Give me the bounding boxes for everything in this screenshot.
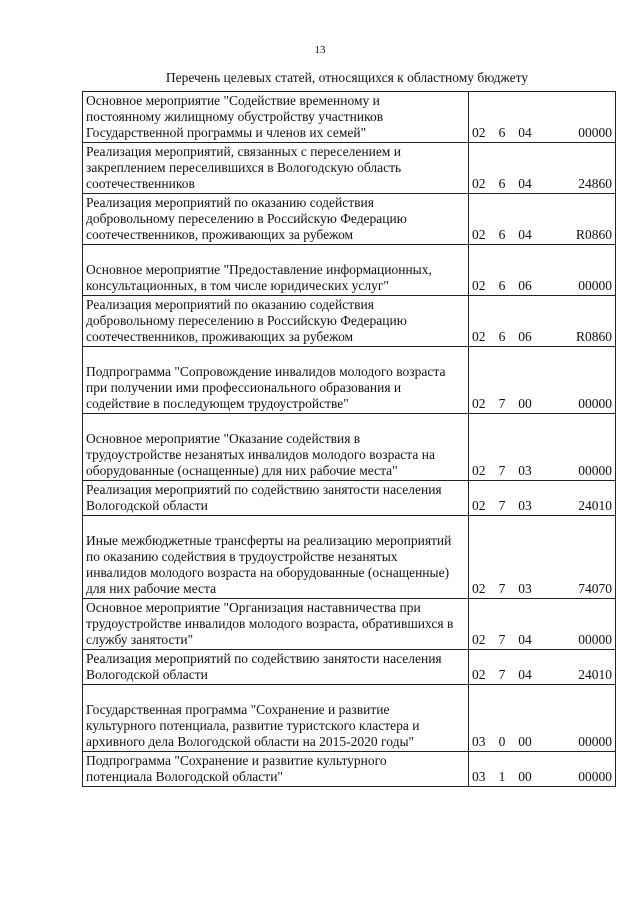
row-description	[83, 685, 469, 752]
subprogram-code: 7	[498, 463, 506, 478]
table-row	[83, 481, 616, 516]
subprogram-code: 7	[498, 667, 506, 682]
description-line: инвалидов молодого возраста на оборудованные (оснащенные)	[86, 565, 450, 580]
direction-code: R0860	[575, 329, 612, 344]
program-code: 02	[472, 667, 486, 682]
activity-code: 04	[518, 176, 532, 191]
direction-code: 00000	[578, 463, 612, 478]
program-code: 02	[472, 125, 486, 140]
description-line: Государственная программа "Сохранение и развитие	[86, 702, 390, 717]
direction-code: 00000	[578, 769, 612, 784]
row-description	[83, 143, 469, 194]
program-code: 02	[472, 396, 486, 411]
description-line: по оказанию содействия в трудоустройстве незанятых	[86, 549, 398, 564]
direction-code: 00000	[578, 125, 612, 140]
subprogram-code: 6	[498, 329, 506, 344]
description-line	[86, 348, 465, 364]
direction-code: 74070	[578, 581, 612, 596]
row-code	[469, 516, 616, 599]
description-line: Вологодской области	[86, 498, 208, 513]
description-line	[86, 517, 465, 533]
subprogram-code: 6	[498, 125, 506, 140]
table-row	[83, 599, 616, 650]
description-line: Основное мероприятие "Организация наставничества при	[86, 600, 421, 615]
description-line	[86, 246, 465, 262]
direction-code: 24010	[578, 667, 612, 682]
description-line: постоянному жилищному обустройству участников	[86, 109, 384, 124]
description-line: закреплением переселившихся в Вологодскую область	[86, 160, 402, 175]
program-code: 02	[472, 581, 486, 596]
description-line: Подпрограмма "Сопровождение инвалидов молодого возраста	[86, 364, 446, 379]
activity-code: 00	[518, 396, 532, 411]
description-line: консультационных, в том числе юридических услуг"	[86, 278, 389, 293]
activity-code: 00	[518, 734, 532, 749]
row-description	[83, 296, 469, 347]
subprogram-code: 7	[498, 581, 506, 596]
table-row	[83, 752, 616, 787]
description-line: соотечественников, проживающих за рубежом	[86, 227, 354, 242]
subprogram-code: 7	[498, 632, 506, 647]
description-line	[86, 686, 465, 702]
row-code	[469, 685, 616, 752]
subprogram-code: 6	[498, 278, 506, 293]
subprogram-code: 7	[498, 396, 506, 411]
description-line: Основное мероприятие "Предоставление информационных,	[86, 262, 432, 277]
table-row	[83, 685, 616, 752]
table-row	[83, 92, 616, 143]
activity-code: 06	[518, 329, 532, 344]
description-line: потенциала Вологодской области"	[86, 769, 283, 784]
program-code: 02	[472, 329, 486, 344]
description-line: Вологодской области	[86, 667, 208, 682]
description-line: Реализация мероприятий по оказанию содействия	[86, 297, 374, 312]
description-line: Реализация мероприятий по содействию занятости населения	[86, 482, 442, 497]
row-description	[83, 245, 469, 296]
subprogram-code: 1	[498, 769, 506, 784]
activity-code: 03	[518, 463, 532, 478]
direction-code: 00000	[578, 734, 612, 749]
subprogram-code: 6	[498, 227, 506, 242]
direction-code: 24860	[578, 176, 612, 191]
page-title: Перечень целевых статей, относящихся к областному бюджету	[165, 70, 529, 85]
row-code	[469, 143, 616, 194]
table-row	[83, 194, 616, 245]
description-line: Реализация мероприятий, связанных с переселением и	[86, 144, 401, 159]
activity-code: 03	[518, 581, 532, 596]
program-code: 02	[472, 278, 486, 293]
row-code	[469, 414, 616, 481]
description-line: Основное мероприятие "Содействие временному и	[86, 93, 380, 108]
direction-code: 00000	[578, 396, 612, 411]
page-number: 13	[314, 44, 326, 56]
description-line	[86, 415, 465, 431]
description-line: добровольному переселению в Российскую Федерацию	[86, 313, 407, 328]
activity-code: 03	[518, 498, 532, 513]
subprogram-code: 6	[498, 176, 506, 191]
table-row	[83, 650, 616, 685]
table-row	[83, 516, 616, 599]
description-line: Реализация мероприятий по оказанию содействия	[86, 195, 374, 210]
description-line: культурного потенциала, развитие туристского кластера и	[86, 718, 420, 733]
table-row	[83, 414, 616, 481]
activity-code: 04	[518, 227, 532, 242]
description-line: соотечественников, проживающих за рубежом	[86, 329, 354, 344]
description-line: соотечественников	[86, 176, 195, 191]
row-code	[469, 347, 616, 414]
row-description	[83, 347, 469, 414]
program-code: 03	[472, 734, 486, 749]
row-code	[469, 92, 616, 143]
description-line: добровольному переселению в Российскую Федерацию	[86, 211, 407, 226]
activity-code: 06	[518, 278, 532, 293]
table-row	[83, 347, 616, 414]
row-description	[83, 752, 469, 787]
direction-code: 24010	[578, 498, 612, 513]
description-line: Иные межбюджетные трансферты на реализацию мероприятий	[86, 533, 452, 548]
description-line: Основное мероприятие "Оказание содействия в	[86, 431, 361, 446]
activity-code: 04	[518, 125, 532, 140]
description-line: архивного дела Вологодской области на 2015-2020 годы"	[86, 734, 415, 749]
row-description	[83, 92, 469, 143]
row-description	[83, 516, 469, 599]
row-code	[469, 599, 616, 650]
description-line: Государственной программы и членов их семей"	[86, 125, 367, 140]
description-line: трудоустройстве незанятых инвалидов молодого возраста на	[86, 447, 435, 462]
row-description	[83, 650, 469, 685]
row-code	[469, 194, 616, 245]
direction-code: 00000	[578, 632, 612, 647]
program-code: 03	[472, 769, 486, 784]
program-code: 02	[472, 176, 486, 191]
table-row	[83, 296, 616, 347]
description-line: при получении ими профессионального образования и	[86, 380, 402, 395]
row-description	[83, 481, 469, 516]
description-line: оборудованные (оснащенные) для них рабочие места"	[86, 463, 398, 478]
description-line: содействие в последующем трудоустройстве"	[86, 396, 349, 411]
row-code	[469, 650, 616, 685]
activity-code: 04	[518, 667, 532, 682]
target-articles-table	[82, 91, 616, 787]
row-description	[83, 599, 469, 650]
program-code: 02	[472, 498, 486, 513]
row-description	[83, 194, 469, 245]
direction-code: 00000	[578, 278, 612, 293]
activity-code: 04	[518, 632, 532, 647]
description-line: Подпрограмма "Сохранение и развитие культурного	[86, 753, 387, 768]
table-row	[83, 143, 616, 194]
program-code: 02	[472, 227, 486, 242]
table-row	[83, 245, 616, 296]
subprogram-code: 7	[498, 498, 506, 513]
row-code	[469, 481, 616, 516]
row-code	[469, 245, 616, 296]
row-code	[469, 752, 616, 787]
subprogram-code: 0	[498, 734, 506, 749]
program-code: 02	[472, 632, 486, 647]
description-line: Реализация мероприятий по содействию занятости населения	[86, 651, 442, 666]
activity-code: 00	[518, 769, 532, 784]
program-code: 02	[472, 463, 486, 478]
description-line: для них рабочие места	[86, 581, 217, 596]
direction-code: R0860	[575, 227, 612, 242]
description-line: трудоустройстве инвалидов молодого возраста, обратившихся в	[86, 616, 454, 631]
row-description	[83, 414, 469, 481]
row-code	[469, 296, 616, 347]
description-line: службу занятости"	[86, 632, 194, 647]
